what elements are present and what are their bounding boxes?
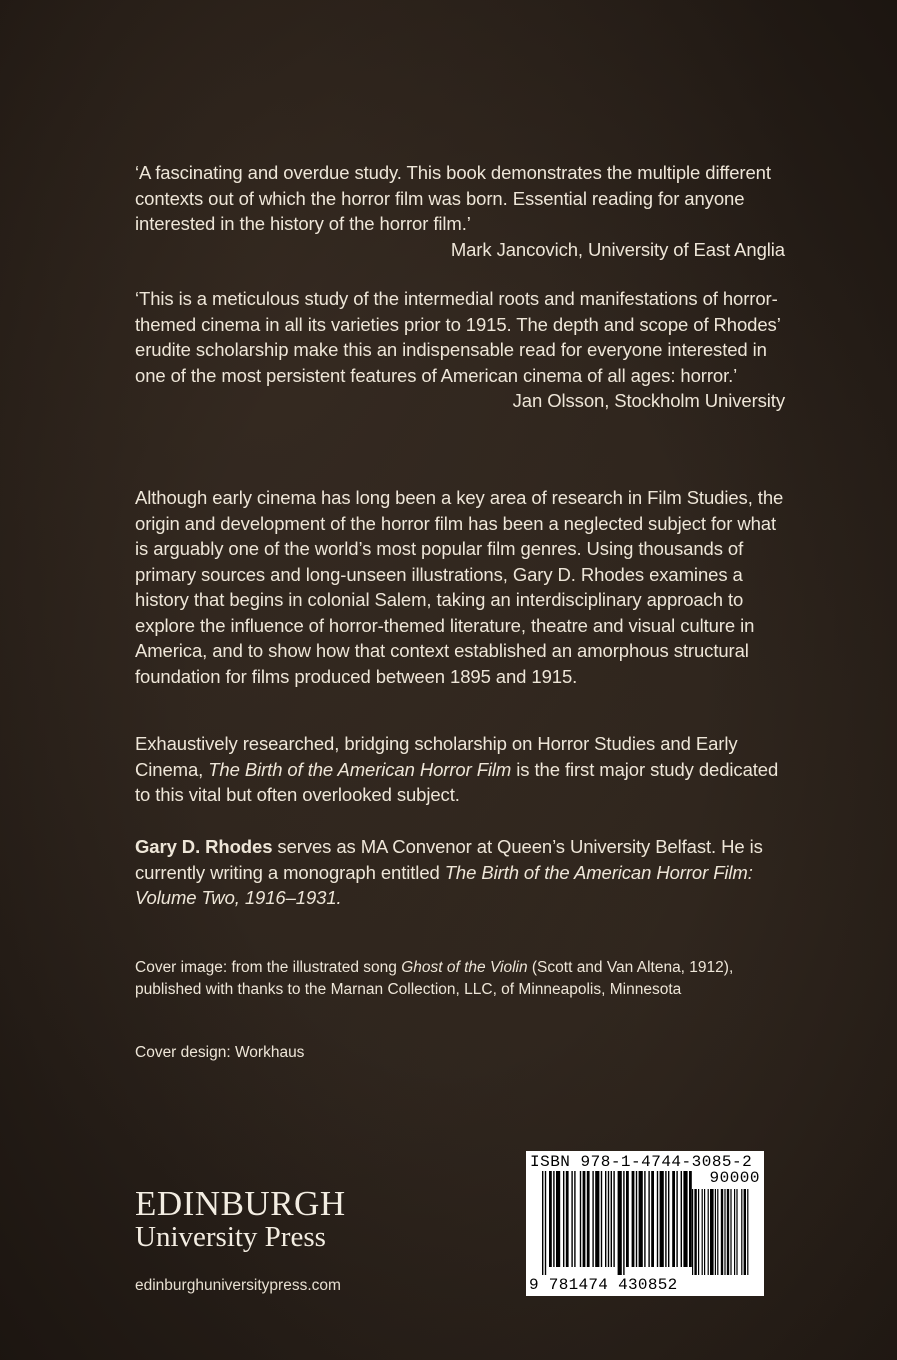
barcode-bar xyxy=(717,1189,718,1275)
ean-digits: 9 781474 430852 xyxy=(529,1276,678,1294)
credit-text-before: Cover image: from the illustrated song xyxy=(135,959,402,976)
barcode-bar xyxy=(608,1171,609,1267)
credit-text-after: (Scott and Van Altena, 1912), published with thanks to the Marnan Collection, LLC, of Minneapolis, Minnesota xyxy=(135,959,734,998)
book-description xyxy=(135,485,785,689)
barcode-bar xyxy=(694,1189,696,1275)
summary-text-after: is the first major study dedicated to this vital but often overlooked subject. xyxy=(135,758,779,805)
quote-attribution: Jan Olsson, Stockholm University xyxy=(512,390,785,411)
barcode-bar xyxy=(744,1189,746,1275)
summary-paragraph xyxy=(135,731,785,808)
barcode-bar xyxy=(692,1189,693,1275)
barcode-bar xyxy=(583,1171,586,1267)
barcode-bar xyxy=(632,1171,635,1267)
barcode-bar xyxy=(651,1171,654,1267)
barcode-bar xyxy=(623,1171,624,1275)
author-name: Gary D. Rhodes xyxy=(135,836,273,857)
barcode-bar xyxy=(580,1171,581,1267)
barcode-bar xyxy=(613,1171,614,1267)
author-bio xyxy=(135,834,785,911)
cover-image-credit-text xyxy=(135,957,795,1000)
monograph-title: The Birth of the American Horror Film: Volume Two, 1916–1931. xyxy=(135,861,753,908)
isbn-label: ISBN 978-1-4744-3085-2 xyxy=(530,1153,753,1171)
barcode-bar xyxy=(734,1189,735,1275)
barcode-bar xyxy=(660,1171,664,1267)
publisher-logo xyxy=(135,1184,346,1253)
barcode-bar xyxy=(648,1171,649,1267)
barcode-bar xyxy=(636,1171,637,1267)
barcode-bar xyxy=(657,1171,658,1267)
barcode-bar xyxy=(681,1171,682,1267)
isbn-barcode xyxy=(526,1151,764,1296)
book-summary xyxy=(135,731,785,808)
publisher-url: edinburghuniversitypress.com xyxy=(135,1277,341,1294)
ean-barcode-bars xyxy=(542,1171,692,1279)
barcode-bar xyxy=(639,1171,643,1267)
review-quote-2 xyxy=(135,286,785,414)
publisher-name-line1: EDINBURGH xyxy=(135,1184,346,1223)
barcode-bar xyxy=(730,1189,731,1275)
barcode-bar xyxy=(736,1189,737,1275)
author-bio-paragraph xyxy=(135,834,785,911)
addon-barcode-bars xyxy=(692,1189,760,1275)
barcode-bar xyxy=(747,1189,748,1275)
barcode-bar xyxy=(668,1171,669,1267)
quote-text: ‘This is a meticulous study of the intermedial roots and manifestations of horror-themed cinema in all its varieties prior to 1915. The depth and scope of Rhodes’ erudite scholarship make this an indispensable read for everyone interested in one of the most persistent features of American cinema of all ages: horror.’ xyxy=(135,288,781,386)
barcode-bar xyxy=(702,1189,703,1275)
barcode-bar xyxy=(556,1171,560,1267)
barcode-bar xyxy=(595,1171,599,1267)
barcode-bar xyxy=(683,1171,687,1267)
price-code: 90000 xyxy=(709,1169,760,1187)
barcode-bar xyxy=(553,1171,554,1267)
barcode-bar xyxy=(698,1189,699,1275)
cover-design-credit xyxy=(135,1042,795,1064)
summary-text-before: Exhaustively researched, bridging scholarship on Horror Studies and Early Cinema, xyxy=(135,733,738,780)
barcode-bar xyxy=(665,1171,666,1267)
barcode-bar xyxy=(542,1171,543,1275)
barcode-bar xyxy=(727,1189,729,1275)
barcode-bar xyxy=(618,1171,622,1275)
barcode-bar xyxy=(611,1171,612,1267)
cover-image-credit xyxy=(135,957,795,1000)
barcode-bar xyxy=(704,1189,705,1275)
barcode-bar xyxy=(571,1171,572,1267)
barcode-bar xyxy=(710,1189,714,1275)
barcode-bar xyxy=(566,1171,569,1267)
barcode-bar xyxy=(563,1171,564,1267)
barcode-bar xyxy=(721,1189,723,1275)
barcode-bar xyxy=(626,1171,629,1267)
barcode-bar xyxy=(587,1171,590,1267)
barcode-bar xyxy=(715,1189,716,1275)
barcode-bar xyxy=(724,1189,725,1275)
publisher-name-line2: University Press xyxy=(135,1221,326,1253)
barcode-bar xyxy=(672,1171,675,1267)
barcode-bar xyxy=(549,1171,552,1267)
barcode-bar xyxy=(592,1171,593,1267)
author-bio-text: serves as MA Convenor at Queen’s University Belfast. He is currently writing a monograph entitled xyxy=(135,836,763,883)
barcode-bar xyxy=(708,1189,709,1275)
description-paragraph: Although early cinema has long been a key area of research in Film Studies, the origin and development of the horror film has been a neglected subject for what is arguably one of the world’s most popular film genres. Using thousands of primary sources and long-unseen illustrations, Gary D. Rhodes examines a history that begins in colonial Salem, taking an interdisciplinary approach to explore the influence of horror-themed literature, theatre and visual culture in America, and to show how that context established an amorphous structural foundation for films produced between 1895 and 1915. xyxy=(135,487,784,687)
barcode-bar xyxy=(601,1171,602,1267)
song-title: Ghost of the Violin xyxy=(401,959,528,976)
barcode-bar xyxy=(644,1171,645,1267)
barcode-bar xyxy=(574,1171,575,1267)
quote-attribution: Mark Jancovich, University of East Anglia xyxy=(450,238,785,260)
quote-text: ‘A fascinating and overdue study. This book demonstrates the multiple different contexts out of which the horror film was born. Essential reading for anyone interested in the history of the horror film.’ xyxy=(135,162,771,234)
barcode-bar xyxy=(741,1189,742,1275)
book-title: The Birth of the American Horror Film xyxy=(208,758,512,780)
barcode-bar xyxy=(676,1171,677,1267)
cover-design-text: Cover design: Workhaus xyxy=(135,1044,305,1061)
review-quote-1 xyxy=(135,160,785,262)
barcode-bar xyxy=(545,1171,546,1275)
barcode-bar xyxy=(605,1171,606,1267)
